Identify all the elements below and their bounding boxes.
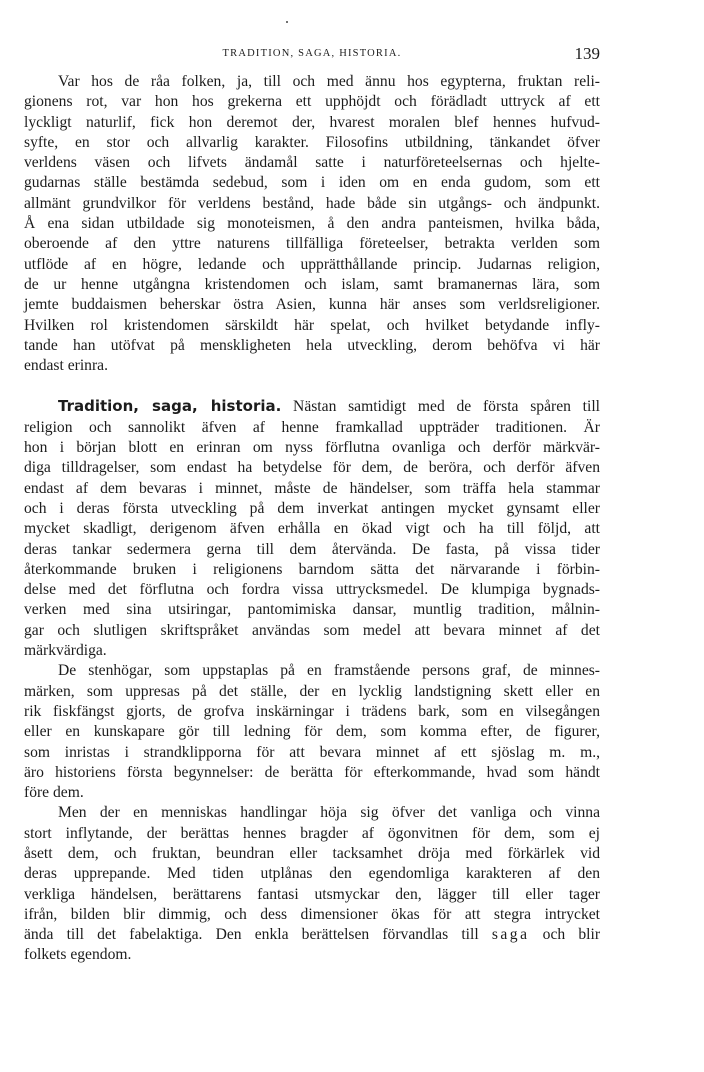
text-line: endast erinra. bbox=[24, 357, 108, 375]
text-line: märken, som uppresas på det ställe, der en lycklig landstigning skett eller en bbox=[24, 682, 600, 700]
text-line: Hvilken rol kristendomen särskildt här spelat, och hvilket betydande infly- bbox=[24, 316, 600, 334]
section-heading: Tradition, saga, historia. bbox=[58, 397, 282, 416]
text-line: religion och sannolikt äfven af henne framkallad uppträder traditionen. Är bbox=[24, 418, 600, 436]
paragraph-p2 bbox=[24, 396, 600, 661]
text-line: gionens rot, var hon hos grekerna ett upphöjdt och förädladt uttryck af ett bbox=[24, 93, 600, 111]
emphasis-word: saga bbox=[491, 926, 530, 944]
text-line: delse med det förflutna och fordra vissa uttrycksmedel. De klumpiga bygnads- bbox=[24, 581, 600, 599]
text-line: och i deras första utveckling på dem inverkat antingen mycket gynsamt eller bbox=[24, 499, 600, 517]
text-line: mycket skadligt, derigenom äfven erhålla en ökad vigt och ha till följd, att bbox=[24, 520, 600, 538]
text-line: Var hos de råa folken, ja, till och med ännu hos egypterna, fruktan reli- bbox=[58, 73, 600, 90]
text-line: deras upprepande. Med tiden utplånas den egendomliga karakteren af den bbox=[24, 865, 600, 883]
text-line: allmänt grundvilkor för verldens bestånd, hade både sin utgångs- och ändpunkt. bbox=[24, 194, 600, 212]
text-line: Men der en menniskas handlingar höja sig öfver det vanliga och vinna bbox=[58, 804, 600, 822]
text-line: som inristas i strandklipporna för att bevara minnet af ett sjöslag m. m., bbox=[24, 743, 600, 761]
text-line bbox=[24, 396, 600, 417]
text-line: eller en kunskapare gör till ledning för dem, som komma efter, de figurer, bbox=[24, 723, 600, 741]
text-line: lyckligt naturlif, fick hon deremot der, hvarest moralen blef hennes hufvud- bbox=[24, 113, 600, 131]
heading-line-rest: Nästan samtidigt med de första spåren till bbox=[281, 398, 600, 416]
text-line: Å ena sidan utbildade sig monoteismen, å den andra panteismen, hvilka båda, bbox=[24, 215, 600, 233]
text-line: diga tilldragelser, som endast ha betydelse för dem, de beröra, och derför äfven bbox=[24, 459, 600, 477]
text-line: deras tankar sedermera gerna till dem återvända. De fasta, på vissa tider bbox=[24, 540, 600, 558]
text-line: tande han utöfvat på menskligheten hela utveckling, derom behöfva vi här bbox=[24, 336, 600, 354]
text-line: utflöde af en högre, ledande och upprätthållande princip. Judarnas religion, bbox=[24, 255, 600, 273]
text-line: oberoende af den yttre naturens tillfälliga företeelser, betrakta verlden som bbox=[24, 235, 600, 253]
text-line: stort inflytande, der berättas hennes bragder af ögonvitnen för dem, som ej bbox=[24, 824, 600, 842]
paragraph-p3 bbox=[24, 661, 600, 803]
text-line: verldens väsen och lifvets ändamål satte i naturföreteelsernas och hjelte- bbox=[24, 154, 600, 172]
text-line: åsett dem, och fruktan, beundran eller tacksamhet dröja med förkärlek vid bbox=[24, 844, 600, 862]
section-gap bbox=[24, 376, 600, 396]
page-header bbox=[24, 44, 600, 66]
text-line: jemte buddaismen beherskar östra Asien, kunna här anses som verldsreligioner. bbox=[24, 296, 600, 314]
text-line: rik fiskfängst gjorts, de grofva inskärningar i trädens bark, som en vilsegången bbox=[24, 702, 600, 720]
paragraph-p4 bbox=[24, 803, 600, 965]
print-speck bbox=[286, 21, 288, 23]
text-line: syfte, en stor och allvarlig karakter. Filosofins utbildning, tänkandet öfver bbox=[24, 133, 600, 151]
text-line: återkommande bruken i religionens barndom sätta det närvarande i förbin- bbox=[24, 560, 600, 578]
text-line: endast af dem bevaras i minnet, måste de händelser, som träffa hela stammar bbox=[24, 479, 600, 497]
paragraph-p1 bbox=[24, 72, 600, 376]
text-line: verkliga händelsen, berättarens fantasi utsmyckar den, lägger till eller tager bbox=[24, 885, 600, 903]
running-title: TRADITION, SAGA, HISTORIA. bbox=[222, 48, 402, 59]
text-line: ifrån, bilden blir dimmig, och dess dimensioner ökas för att stegra intrycket bbox=[24, 905, 600, 923]
text-line: gudarnas ställe bestämda sedebud, som i iden om en enda gudom, som ett bbox=[24, 174, 600, 192]
text-line: De stenhögar, som uppstaplas på en framstående persons graf, de minnes- bbox=[58, 662, 600, 680]
page-number: 139 bbox=[574, 44, 600, 63]
text-line: före dem. bbox=[24, 784, 84, 802]
text-line: folkets egendom. bbox=[24, 946, 132, 964]
text-line: märkvärdiga. bbox=[24, 642, 107, 660]
text-line: äro historiens första begynnelser: de berätta för efterkommande, hvad som händt bbox=[24, 763, 600, 781]
text-line: verken med sina utsiringar, pantomimiska dansar, muntlig tradition, målnin- bbox=[24, 601, 600, 619]
text-line: gar och slutligen skriftspråket användas som medel att bevara minnet af det bbox=[24, 621, 600, 639]
text-line: ända till det fabelaktiga. Den enkla berättelsen förvandlas till saga och blir bbox=[24, 926, 601, 944]
text-line: de ur henne utgångna kristendomen och islam, samt bramanernas lära, som bbox=[24, 275, 600, 293]
text-line: hon i början blott en erinran om nyss förflutna ovanliga och derför märkvär- bbox=[24, 439, 600, 457]
body-text bbox=[24, 72, 600, 966]
